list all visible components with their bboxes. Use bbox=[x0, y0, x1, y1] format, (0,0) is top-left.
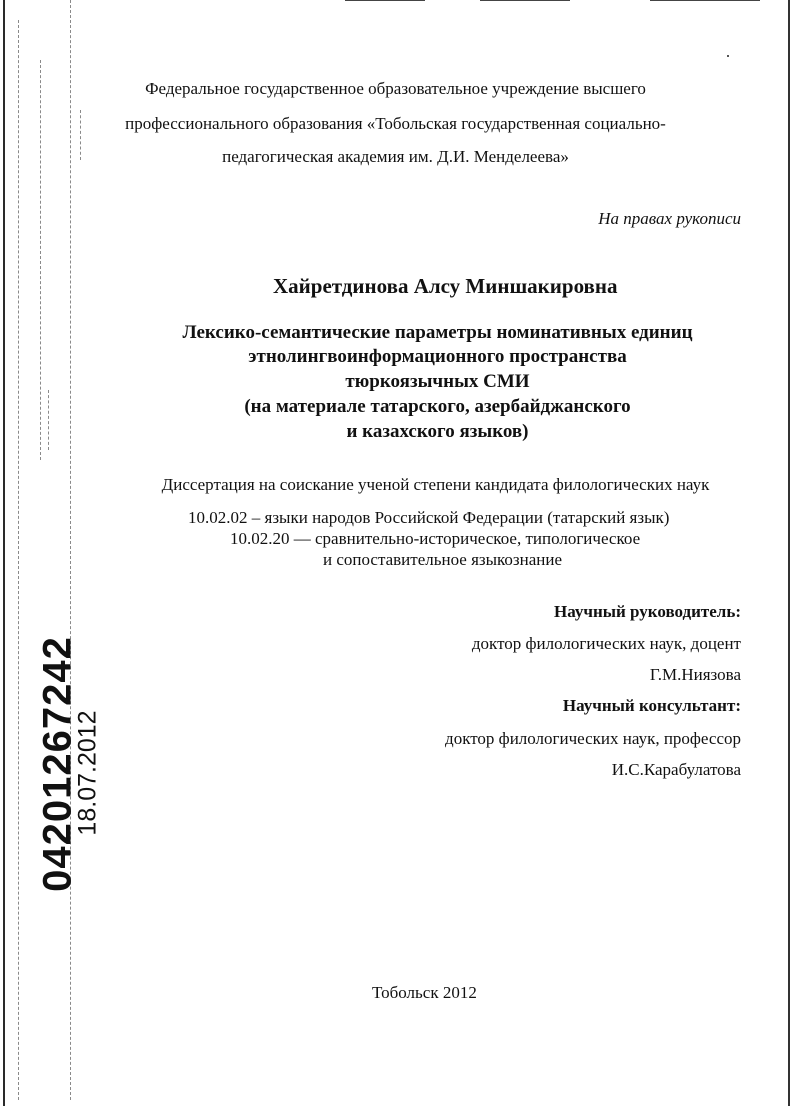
degree-statement: Диссертация на соискание ученой степени кандидата филологических наук bbox=[161, 475, 710, 494]
specialty-line-3: и сопоставительное языкознание bbox=[323, 550, 563, 569]
scan-dot bbox=[727, 55, 729, 57]
place-year: Тобольск 2012 bbox=[372, 983, 477, 1002]
institution-line-3: педагогическая академия им. Д.И. Менделеева» bbox=[222, 147, 569, 166]
title-line-1: Лексико-семантические параметры номинативных единиц bbox=[182, 322, 693, 343]
supervisor-degree: доктор филологических наук, доцент bbox=[471, 634, 741, 653]
title-line-4: (на материале татарского, азербайджанского bbox=[244, 396, 631, 417]
scan-dash-column bbox=[18, 20, 20, 1100]
supervisor-heading: Научный руководитель: bbox=[554, 602, 741, 621]
scan-top-mark bbox=[480, 0, 570, 1]
title-line-5: и казахского языков) bbox=[346, 421, 529, 442]
manuscript-note: На правах рукописи bbox=[598, 209, 741, 228]
archive-stamp-date: 18.07.2012 bbox=[73, 710, 102, 836]
consultant-heading: Научный консультант: bbox=[562, 696, 741, 715]
scan-top-mark bbox=[345, 0, 425, 1]
specialty-line-2: 10.02.20 — сравнительно-историческое, типологическое bbox=[230, 529, 641, 548]
title-line-2: этнолингвоинформационного пространства bbox=[248, 346, 627, 367]
institution-line-2: профессионального образования «Тобольская государственная социально- bbox=[125, 114, 666, 133]
consultant-name: И.С.Карабулатова bbox=[611, 760, 741, 779]
title-line-3: тюркоязычных СМИ bbox=[345, 371, 530, 392]
supervisor-name: Г.М.Ниязова bbox=[649, 665, 741, 684]
scan-top-mark bbox=[650, 0, 760, 1]
author-name: Хайретдинова Алсу Миншакировна bbox=[273, 274, 618, 298]
institution-line-1: Федеральное государственное образовательное учреждение высшего bbox=[145, 79, 646, 98]
consultant-degree: доктор филологических наук, профессор bbox=[445, 729, 741, 748]
archive-stamp-number: 04201267242 bbox=[35, 636, 80, 892]
specialty-line-1: 10.02.02 – языки народов Российской Федерации (татарский язык) bbox=[188, 508, 670, 527]
